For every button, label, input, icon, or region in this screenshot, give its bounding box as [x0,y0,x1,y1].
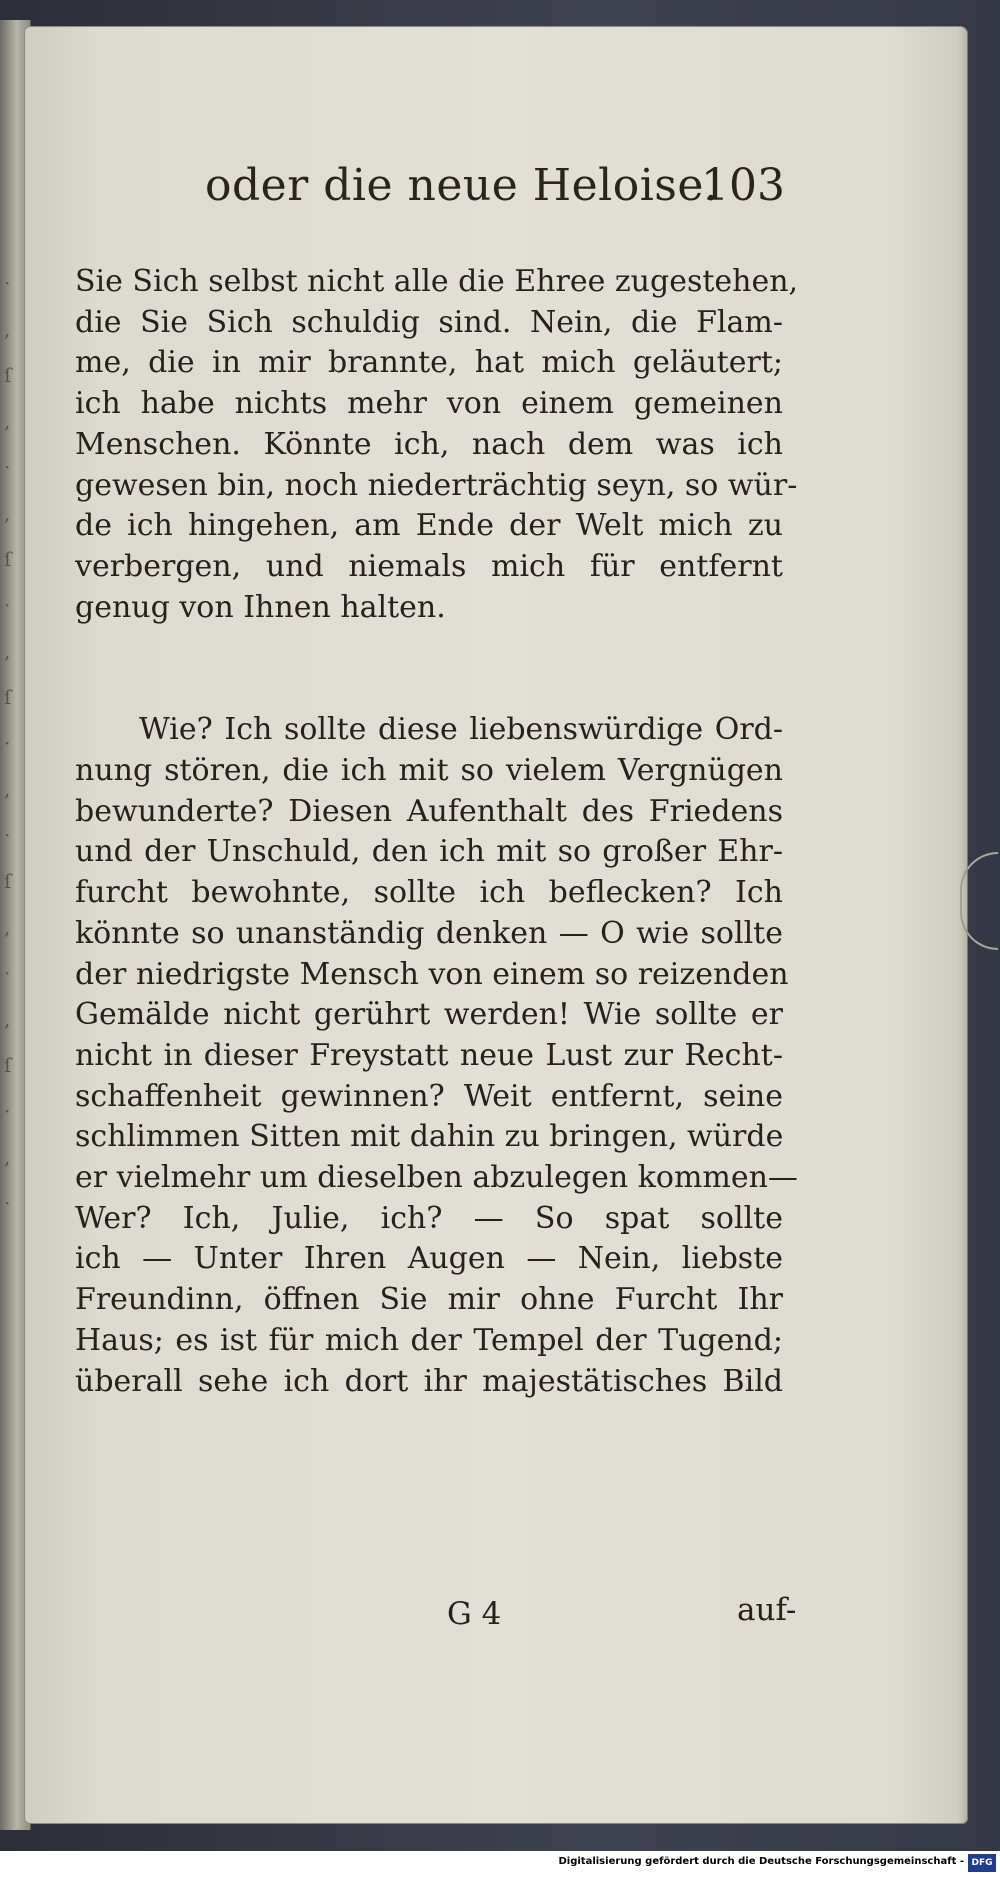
text-line: ich — Unter Ihren Augen — Nein, liebste [75,1241,783,1277]
page-number: 103 [701,160,785,211]
running-title: oder die neue Heloise. [205,160,719,211]
text-line: genug von Ihnen halten. [75,589,446,625]
text-line: die Sie Sich schuldig sind. Nein, die Flam- [75,304,783,340]
text-line: me, die in mir brannte, hat mich geläutert; [75,345,783,381]
text-line: schaffenheit gewinnen? Weit entfernt, seine [75,1078,783,1114]
digitization-footer [0,1851,1000,1877]
text-line: bewunderte? Diesen Aufenthalt des Friedens [75,793,783,829]
text-line: gewesen bin, noch niederträchtig seyn, so wür- [75,467,798,503]
text-line: er vielmehr um dieselben abzulegen kommen— [75,1160,798,1196]
text-line: ich habe nichts mehr von einem gemeinen [75,386,783,422]
text-line: nicht in dieser Freystatt neue Lust zur Recht- [75,1037,783,1073]
text-line: und der Unschuld, den ich mit so großer Ehr- [75,834,783,870]
body-text [75,262,799,1402]
text-line: furcht bewohnte, sollte ich beflecken? Ich [75,875,783,911]
text-line: Haus; es ist für mich der Tempel der Tugend; [75,1322,783,1358]
text-line: überall sehe ich dort ihr majestätisches Bild [75,1363,783,1399]
text-line: der niedrigste Mensch von einem so reizenden [75,956,789,992]
text-line: Wer? Ich, Julie, ich? — So spat sollte [75,1200,783,1236]
paragraph-gap [75,628,783,710]
margin-mark [960,852,998,950]
page-header [205,160,785,230]
text-line: Sie Sich selbst nicht alle die Ehree zugestehen, [75,264,799,299]
text-line: nung stören, die ich mit so vielem Vergnügen [75,753,783,789]
text-line: schlimmen Sitten mit dahin zu bringen, würde [75,1119,784,1155]
signature-mark: G 4 [447,1596,502,1632]
text-line: de ich hingehen, am Ende der Welt mich zu [75,508,783,544]
text-line: Gemälde nicht gerührt werden! Wie sollte er [75,997,783,1033]
dfg-logo: DFG [968,1854,996,1872]
text-line: könnte so unanständig denken — O wie sollte [75,915,783,951]
funding-credit: Digitalisierung gefördert durch die Deutsche Forschungsgemeinschaft - [558,1856,964,1867]
text-line: Wie? Ich sollte diese liebenswürdige Ord- [139,712,783,748]
left-edge-marks: · , ſ , · , ſ · , ſ · , · ſ , · , ſ · , · [4,271,12,1215]
text-line: verbergen, und niemals mich für entfernt [75,548,783,584]
text-line: Menschen. Könnte ich, nach dem was ich [75,426,783,462]
text-line: Freundinn, öffnen Sie mir ohne Furcht Ihr [75,1282,783,1318]
catchword: auf- [737,1592,797,1628]
